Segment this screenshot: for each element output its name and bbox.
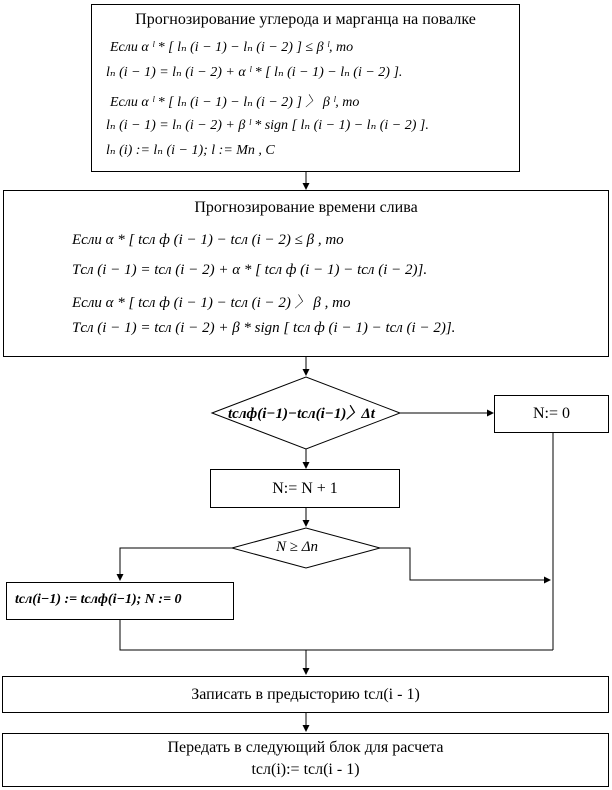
- block2-title: Прогнозирование времени слива: [194, 199, 418, 216]
- n-increment-label: N:= N + 1: [272, 480, 338, 497]
- pass-line-2: tсл(i):= tсл(i - 1): [251, 761, 360, 778]
- block1-line-2: lₙ (i − 1) = lₙ (i − 2) + α ˡ * [ lₙ (i − 1) − lₙ (i − 2) ].: [106, 65, 403, 80]
- box-n-increment: [210, 469, 400, 508]
- box-record-history: [2, 676, 609, 713]
- block1-line-5: lₙ (i) := lₙ (i − 1); l := Mn , C: [106, 143, 275, 158]
- box-n-zero: [494, 395, 609, 433]
- block2-line-1: Если α * [ tсл ф (i − 1) − tсл (i − 2) ≤ β , то: [72, 232, 344, 248]
- record-label: Записать в предысторию tсл(i - 1): [191, 686, 420, 703]
- block2-line-2: Tсл (i − 1) = tсл (i − 2) + α * [ tсл ф (i − 1) − tсл (i − 2)].: [72, 262, 428, 278]
- block-tapping-time: [3, 190, 609, 357]
- block-carbon-manganese: [91, 4, 520, 172]
- assign-label: tсл(i−1) := tслф(i−1); N := 0: [15, 592, 182, 607]
- n-zero-label: N:= 0: [532, 405, 571, 422]
- block1-title: Прогнозирование углерода и марганца на повалке: [135, 11, 476, 28]
- block2-line-4: Tсл (i − 1) = tсл (i − 2) + β * sign [ tсл ф (i − 1) − tсл (i − 2)].: [72, 320, 456, 336]
- block2-line-3: Если α * [ tсл ф (i − 1) − tсл (i − 2) 〉 β , то: [72, 295, 351, 311]
- block1-line-1: Если α ˡ * [ lₙ (i − 1) − lₙ (i − 2) ] ≤ β ˡ, то: [110, 40, 354, 55]
- block1-line-4: lₙ (i − 1) = lₙ (i − 2) + β ˡ * sign [ lₙ (i − 1) − lₙ (i − 2) ].: [106, 118, 429, 133]
- pass-line-1: Передать в следующий блок для расчета: [167, 739, 444, 756]
- line-assign-merge: [120, 620, 553, 650]
- arrow-decision2-to-merge: [380, 548, 550, 580]
- box-assign: [6, 582, 234, 620]
- decision1-label: tслф(i−1)−tсл(i−1)〉Δt: [228, 406, 375, 422]
- block1-line-3: Если α ˡ * [ lₙ (i − 1) − lₙ (i − 2) ] 〉 β ˡ, то: [110, 95, 360, 110]
- box-pass-next: [2, 733, 609, 787]
- decision2-label: N ≥ Δn: [276, 539, 319, 555]
- arrow-decision2-to-assign: [120, 548, 232, 580]
